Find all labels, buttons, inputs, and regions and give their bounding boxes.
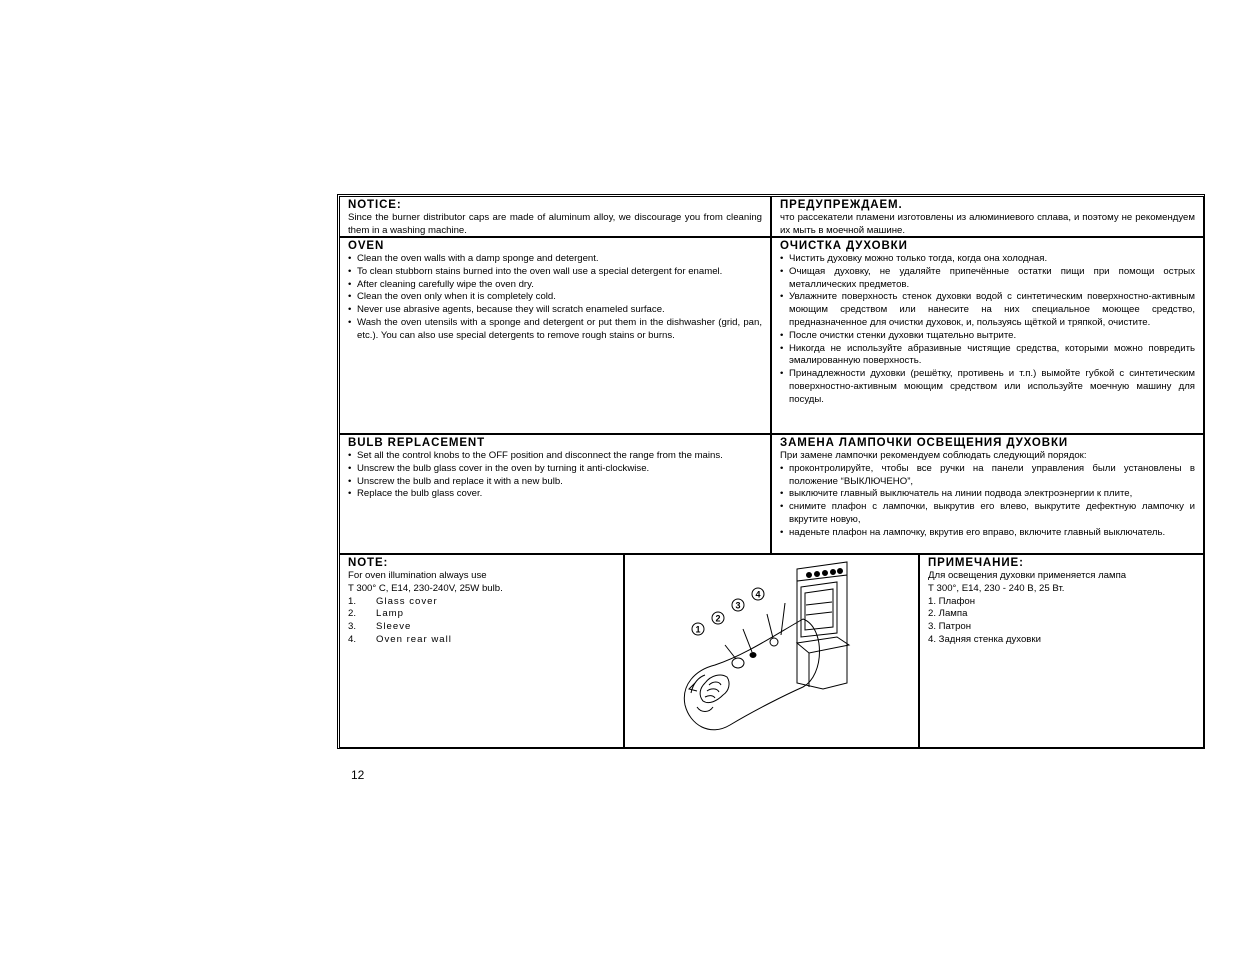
note-en-parts <box>348 596 615 647</box>
note-en-line2: T 300° C, E14, 230-240V, 25W bulb. <box>348 582 503 594</box>
svg-text:2: 2 <box>715 613 721 624</box>
note-figure-cell <box>624 554 919 748</box>
notice-ru-cell <box>771 196 1204 237</box>
list-item: 4. Oven rear wall <box>348 633 452 645</box>
note-en-cell <box>339 554 624 748</box>
list-item: • Set all the control knobs to the OFF position and disconnect the range from the mains. <box>348 450 762 463</box>
callout-4 <box>752 588 764 600</box>
notice-en-title: NOTICE: <box>348 199 402 211</box>
list-item: • После очистки стенки духовки тщательно вытрите. <box>780 330 1195 343</box>
oven-ru-list <box>780 253 1195 407</box>
list-item: • выключите главный выключатель на линии подвода электроэнергии к плите, <box>780 488 1195 501</box>
list-item: 4. Задняя стенка духовки <box>928 633 1041 645</box>
oven-drawing <box>797 562 849 689</box>
bulb-en-cell <box>339 434 771 554</box>
list-item: • After cleaning carefully wipe the oven dry. <box>348 279 762 292</box>
callout-1 <box>692 623 704 635</box>
bulb-ru-title: ЗАМЕНА ЛАМПОЧКИ ОСВЕЩЕНИЯ ДУХОВКИ <box>780 437 1069 449</box>
note-ru-title: ПРИМЕЧАНИЕ: <box>928 557 1024 569</box>
notice-en-cell <box>339 196 771 237</box>
list-item: • проконтролируйте, чтобы все ручки на панели управления были установлены в положение “ВЫКЛЮЧЕНО”, <box>780 463 1195 489</box>
note-ru-line1: Для освещения духовки применяется лампа <box>928 570 1127 581</box>
list-item: 1. Glass cover <box>348 595 438 607</box>
list-item: 3. Патрон <box>928 621 972 633</box>
list-item: • Clean the oven only when it is completely cold. <box>348 291 762 304</box>
list-item: • Никогда не используйте абразивные чистящие средства, которыми можно повредить эмалированную поверхность. <box>780 343 1195 369</box>
parts-drawing <box>725 600 785 668</box>
list-item: • наденьте плафон на лампочку, вкрутив его вправо, включите главный выключатель. <box>780 527 1195 540</box>
list-item: • снимите плафон с лампочки, выкрутив его влево, выкрутите дефектную лампочку и вкрутите новую, <box>780 501 1195 527</box>
notice-ru-text: что рассекатели пламени изготовлены из алюминиевого сплава, и поэтому не рекомендуем их мыть в моечной машине. <box>780 212 1195 236</box>
bulb-en-list <box>348 450 762 501</box>
list-item: 1. Плафон <box>928 595 976 607</box>
note-ru-line2: Т 300°, Е14, 230 - 240 В, 25 Вт. <box>928 582 1065 594</box>
list-item: • Wash the oven utensils with a sponge and detergent or put them in the dishwasher (grid, pan, etc.). You can also use special detergents to remove rough stains or burns. <box>348 317 762 343</box>
oven-ru-title: ОЧИСТКА ДУХОВКИ <box>780 240 908 252</box>
oven-en-cell <box>339 237 771 434</box>
notice-ru-title: ПРЕДУПРЕЖДАЕМ. <box>780 199 903 211</box>
list-item: • Увлажните поверхность стенок духовки водой с синтетическим поверхностно-активным моющим средством или нанесите на них специальное моющее средство, предназначенное для очистки духовок, и, пользуясь щёткой и тряпкой, очистите. <box>780 291 1195 329</box>
list-item: • Чистить духовку можно только тогда, когда она холодная. <box>780 253 1195 266</box>
svg-text:3: 3 <box>735 600 741 611</box>
list-item: • Replace the bulb glass cover. <box>348 488 762 501</box>
page-number: 12 <box>351 768 365 782</box>
bulb-replacement-illustration <box>625 555 918 747</box>
list-item: • Очищая духовку, не удаляйте припечённые остатки пищи при помощи острых металлических предметов. <box>780 266 1195 292</box>
list-item: • Принадлежности духовки (решётку, противень и т.п.) вымойте губкой с синтетическим поверхностно-активным моющим средством или используйте моечную машину для посуды. <box>780 368 1195 406</box>
note-ru-cell <box>919 554 1204 748</box>
bulb-ru-intro: При замене лампочки рекомендуем соблюдать следующий порядок: <box>780 450 1087 461</box>
list-item: • Unscrew the bulb glass cover in the oven by turning it anti-clockwise. <box>348 463 762 476</box>
list-item: • Clean the oven walls with a damp sponge and detergent. <box>348 253 762 266</box>
note-en-line1: For oven illumination always use <box>348 570 487 581</box>
svg-text:4: 4 <box>755 589 761 600</box>
callout-2 <box>712 612 724 624</box>
oven-ru-cell <box>771 237 1204 434</box>
list-item: • Unscrew the bulb and replace it with a new bulb. <box>348 476 762 489</box>
svg-text:1: 1 <box>695 624 701 635</box>
oven-en-title: OVEN <box>348 240 385 252</box>
note-en-title: NOTE: <box>348 557 389 569</box>
magnifier-outline <box>684 619 819 730</box>
bulb-ru-list <box>780 463 1195 540</box>
list-item: 2. Лампа <box>928 608 968 620</box>
oven-en-list <box>348 253 762 343</box>
bulb-en-title: BULB REPLACEMENT <box>348 437 486 449</box>
notice-en-text: Since the burner distributor caps are made of aluminum alloy, we discourage you from cleaning them in a washing machine. <box>348 212 762 236</box>
list-item: • To clean stubborn stains burned into the oven wall use a special detergent for enamel. <box>348 266 762 279</box>
hand-drawing <box>689 675 729 712</box>
note-ru-parts <box>928 596 1195 647</box>
list-item: 3. Sleeve <box>348 621 412 633</box>
list-item: • Never use abrasive agents, because they will scratch enameled surface. <box>348 304 762 317</box>
manual-table <box>337 194 1205 749</box>
list-item: 2. Lamp <box>348 608 404 620</box>
bulb-ru-cell <box>771 434 1204 554</box>
callout-3 <box>732 599 744 611</box>
